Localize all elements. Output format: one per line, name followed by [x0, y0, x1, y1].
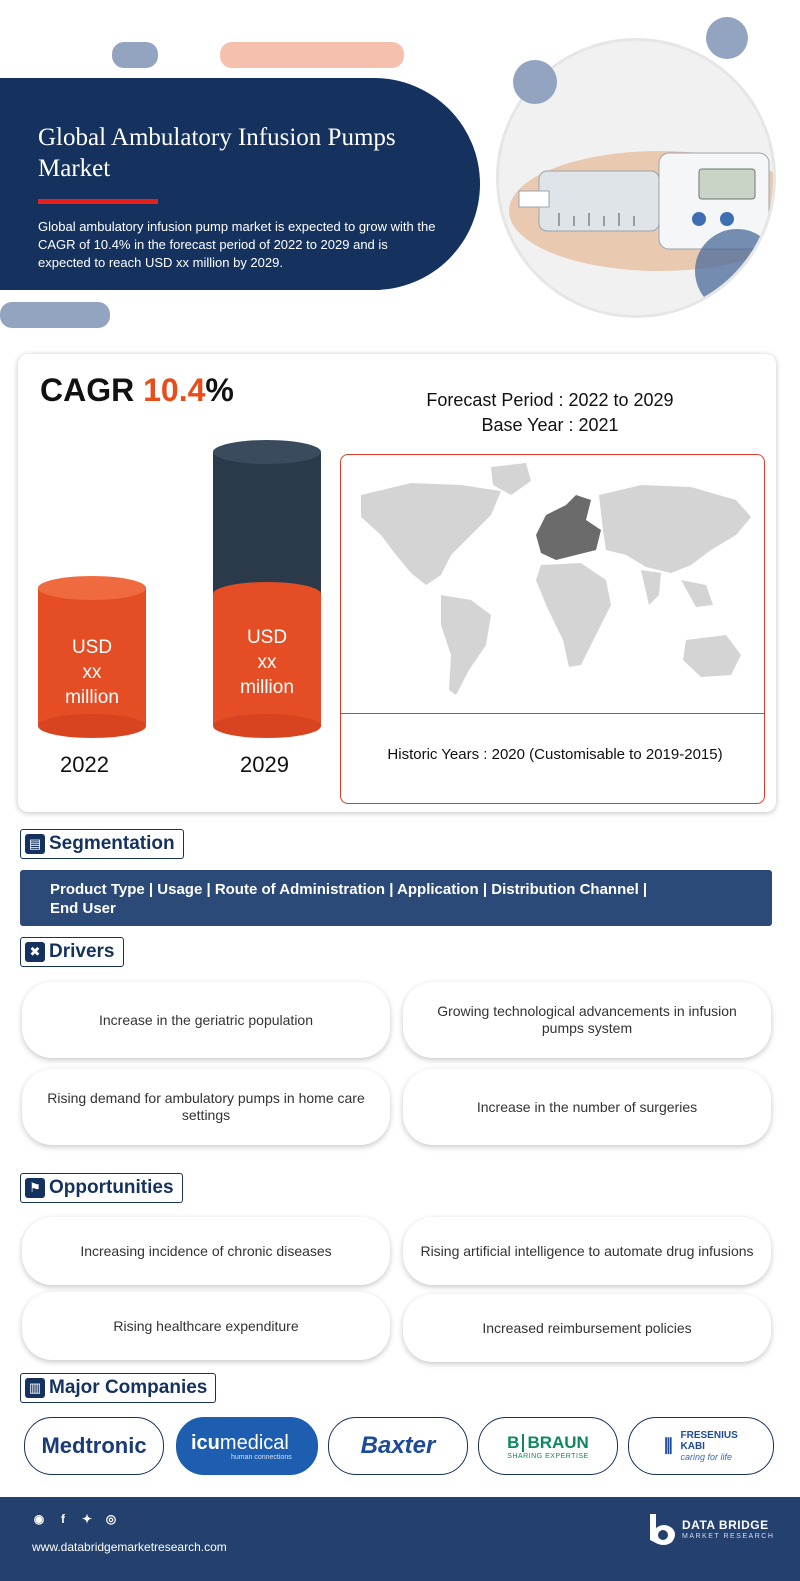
opportunity-item: Increased reimbursement policies	[403, 1294, 771, 1362]
year-2022: 2022	[60, 752, 109, 777]
drivers-heading	[20, 937, 124, 967]
facebook-icon[interactable]: f	[61, 1512, 65, 1526]
brand-name: DATA BRIDGE	[682, 1518, 769, 1532]
opportunity-icon: ⚑	[25, 1178, 45, 1198]
title-underline	[38, 199, 158, 204]
companies-heading	[20, 1373, 216, 1403]
segmentation-bar	[20, 870, 772, 926]
bar-2029-label	[213, 625, 321, 700]
fresenius-tagline: caring for life	[680, 1451, 733, 1462]
footer	[0, 1497, 800, 1581]
bar-2022-label	[38, 635, 146, 710]
driver-item: Growing technological advancements in infusion pumps system	[403, 982, 771, 1058]
page-title: Global Ambulatory Infusion Pumps Market	[38, 124, 396, 182]
opportunities-heading-text: Opportunities	[49, 1177, 174, 1198]
decor-pill	[0, 302, 110, 328]
baxter-wordmark: Baxter	[360, 1432, 436, 1459]
bar-label-line: USD	[71, 637, 113, 658]
world-map	[341, 455, 764, 713]
data-bridge-logo-icon	[644, 1510, 680, 1550]
base-year: Base Year : 2021	[481, 415, 619, 435]
page-subtitle: Global ambulatory infusion pump market is expected to grow with the CAGR of 10.4% in the forecast period of 2022 to 2029 and is expected to reach USD xx million by 2029.	[38, 219, 436, 270]
logo-medtronic	[24, 1417, 164, 1475]
year-2029: 2029	[240, 752, 289, 777]
driver-item: Increase in the number of surgeries	[403, 1069, 771, 1145]
brand-tagline: MARKET RESEARCH	[682, 1533, 775, 1540]
logo-baxter	[328, 1417, 468, 1475]
segmentation-line: Product Type | Usage | Route of Administration | Application | Distribution Channel |	[50, 881, 648, 898]
medtronic-wordmark: Medtronic	[41, 1433, 147, 1458]
map-divider	[340, 713, 765, 714]
cagr-heading	[40, 372, 234, 409]
bar-label-line: million	[240, 677, 294, 698]
segmentation-heading-text: Segmentation	[49, 833, 175, 854]
bar-label-line: xx	[82, 662, 102, 683]
icu-wordmark: icu	[191, 1431, 220, 1454]
twitter-icon[interactable]: ✦	[81, 1512, 93, 1526]
icu-tagline: human connections	[231, 1453, 292, 1461]
cagr-value: 10.4	[143, 372, 206, 408]
braun-wordmark: BRAUN	[527, 1432, 589, 1452]
decor-circle	[706, 17, 748, 59]
historic-years: Historic Years : 2020 (Customisable to 2019-2015)	[387, 746, 723, 763]
kabi-wordmark: KABI	[680, 1440, 705, 1452]
segmentation-line: End User	[50, 900, 116, 917]
companies-heading-text: Major Companies	[49, 1377, 208, 1398]
segmentation-icon: ▤	[25, 834, 45, 854]
logo-icu-medical	[176, 1417, 318, 1475]
whatsapp-icon[interactable]: ◉	[33, 1512, 45, 1526]
forecast-period: Forecast Period : 2022 to 2029	[426, 390, 674, 410]
opportunity-item: Rising healthcare expenditure	[22, 1292, 390, 1360]
opportunities-heading	[20, 1173, 183, 1203]
braun-tagline: SHARING EXPERTISE	[507, 1452, 589, 1460]
bar-label-line: million	[65, 687, 119, 708]
medical-wordmark: medical	[219, 1431, 289, 1454]
building-icon: ▥	[25, 1378, 45, 1398]
logo-fresenius-kabi	[628, 1417, 774, 1475]
decor-pill	[112, 42, 158, 68]
logo-b-braun	[478, 1417, 618, 1475]
driver-item: Rising demand for ambulatory pumps in home care settings	[22, 1069, 390, 1145]
drivers-heading-text: Drivers	[49, 941, 115, 962]
driver-item: Increase in the geriatric population	[22, 982, 390, 1058]
fresenius-wordmark: FRESENIUS	[680, 1429, 738, 1441]
segmentation-heading	[20, 829, 184, 859]
period-info	[400, 388, 700, 438]
fresenius-mark-icon: ⫼	[664, 1435, 673, 1456]
cagr-unit: %	[205, 372, 234, 408]
braun-divider	[522, 1434, 524, 1452]
bar-label-line: USD	[246, 627, 288, 648]
website-link[interactable]: www.databridgemarketresearch.com	[32, 1540, 227, 1554]
bar-label-line: xx	[257, 652, 277, 673]
instagram-icon[interactable]: ◎	[105, 1512, 117, 1526]
decor-pill	[220, 42, 404, 68]
tools-icon: ✖	[25, 942, 45, 962]
decor-circle	[513, 60, 557, 104]
cagr-label: CAGR	[40, 372, 144, 408]
opportunity-item: Increasing incidence of chronic diseases	[22, 1217, 390, 1285]
braun-b-mark: B	[507, 1432, 520, 1452]
opportunity-item: Rising artificial intelligence to automate drug infusions	[403, 1217, 771, 1285]
